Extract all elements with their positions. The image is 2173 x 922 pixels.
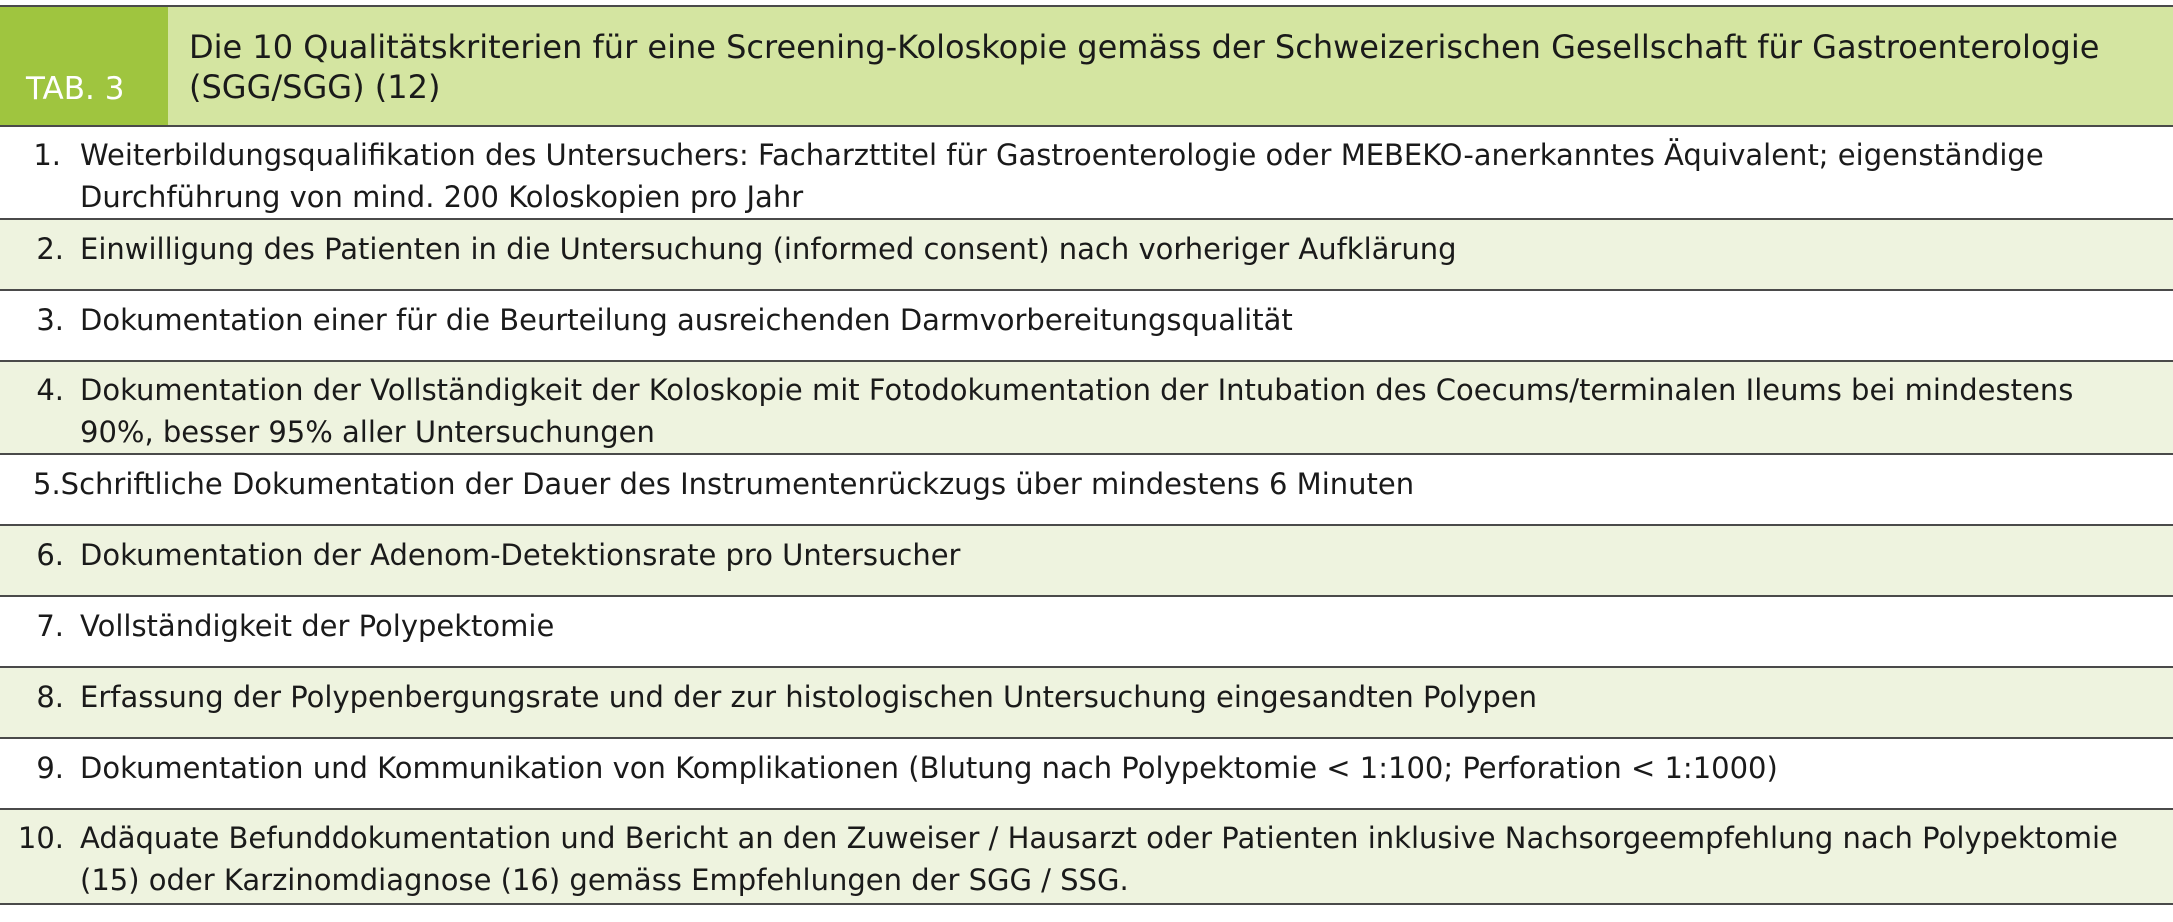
row-text: Vollständigkeit der Polypektomie (80, 609, 555, 643)
row-text: Einwilligung des Patienten in die Untersuchung (informed consent) nach vorheriger Aufklärung (80, 232, 1457, 266)
table-row (0, 668, 2173, 739)
row-number: 7. (36, 609, 64, 643)
table-row (0, 220, 2173, 291)
row-text: Dokumentation der Vollständigkeit der Koloskopie mit Fotodokumentation der Intubation des Coecums/terminalen Ileums bei mindestens 90%, besser 95% aller Untersuchungen (80, 373, 2074, 449)
table-row (0, 739, 2173, 810)
row-number: 10. (17, 821, 64, 855)
table-row (0, 127, 2173, 220)
row-text: Adäquate Befunddokumentation und Bericht an den Zuweiser / Hausarzt oder Patienten inklusive Nachsorgeempfehlung nach Polypektomie (15) oder Karzinomdiagnose (16) gemäss Empfehlungen der SGG / SSG. (80, 821, 2118, 897)
row-text: Dokumentation der Adenom-Detektionsrate pro Untersucher (80, 538, 961, 572)
row-number: 4. (36, 373, 64, 407)
row-text: 5.Schriftliche Dokumentation der Dauer des Instrumentenrückzugs über mindestens 6 Minuten (33, 467, 1415, 501)
row-text: Dokumentation und Kommunikation von Komplikationen (Blutung nach Polypektomie < 1:100; Perforation < 1:1000) (80, 751, 1778, 785)
table-row (0, 291, 2173, 362)
row-text: Dokumentation einer für die Beurteilung ausreichenden Darmvorbereitungsqualität (80, 303, 1293, 337)
row-text: Erfassung der Polypenbergungsrate und der zur histologischen Untersuchung eingesandten Polypen (80, 680, 1538, 714)
row-number: 1. (33, 138, 61, 172)
table-row (0, 526, 2173, 597)
table-row (0, 455, 2173, 526)
quality-criteria-table (0, 5, 2173, 919)
table-row (0, 362, 2173, 455)
table-title: Die 10 Qualitätskriterien für eine Screening-Koloskopie gemäss der Schweizerischen Gesellschaft für Gastroenterologie (SGG/SGG) (12) (168, 7, 2173, 125)
table-row (0, 810, 2173, 905)
row-number: 9. (36, 751, 64, 785)
row-number: 8. (36, 680, 64, 714)
row-number: 3. (36, 303, 64, 337)
table-row (0, 597, 2173, 668)
row-number: 2. (36, 232, 64, 266)
row-text: Weiterbildungsqualifikation des Untersuchers: Facharzttitel für Gastroenterologie oder MEBEKO-anerkanntes Äquivalent; eigenständige Durchführung von mind. 200 Koloskopien pro Jahr (80, 138, 2044, 214)
table-number-label: TAB. 3 (0, 7, 168, 125)
row-number: 6. (36, 538, 64, 572)
table-header (0, 5, 2173, 127)
